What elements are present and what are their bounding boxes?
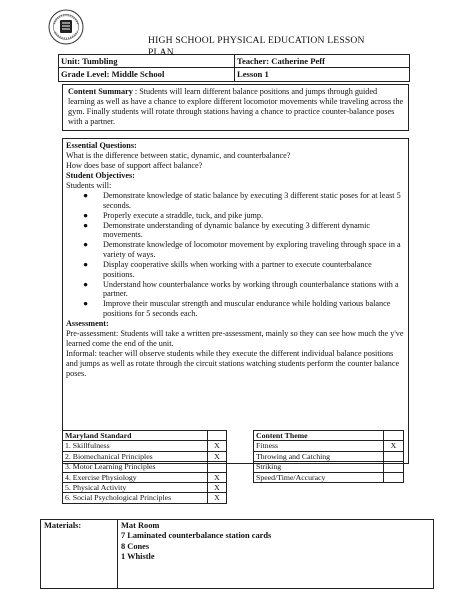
content-summary bbox=[68, 87, 405, 127]
school-seal-icon bbox=[48, 9, 84, 45]
check-mark bbox=[208, 462, 227, 472]
maryland-standard-table bbox=[62, 430, 227, 504]
teacher-cell: Teacher: Catherine Peff bbox=[235, 55, 410, 68]
objectives-intro: Students will: bbox=[66, 181, 112, 190]
list-item: 1 Whistle bbox=[121, 551, 155, 561]
list-item: 7 Laminated counterbalance station cards bbox=[121, 531, 272, 541]
table-row: 2. Biomechanical Principles X bbox=[63, 451, 227, 461]
check-mark bbox=[384, 451, 404, 461]
check-mark: X bbox=[208, 482, 227, 492]
standard-check-header bbox=[208, 431, 227, 441]
student-objectives-heading: Student Objectives: bbox=[66, 171, 135, 180]
bullet-icon: ● bbox=[83, 259, 89, 269]
theme-check-header bbox=[384, 431, 404, 441]
maryland-standard-header: Maryland Standard bbox=[63, 431, 208, 441]
content-summary-box bbox=[62, 84, 409, 131]
essential-question: What is the difference between static, dynamic, and counterbalance? bbox=[66, 151, 291, 160]
bullet-icon: ● bbox=[83, 299, 89, 309]
list-item: ● Demonstrate knowledge of locomotor movement by exploring traveling through space in a variety of ways. bbox=[83, 240, 401, 260]
table-row: 4. Exercise Physiology X bbox=[63, 472, 227, 482]
content-summary-text: : Students will learn different balance positions and jumps through guided learning as well as have a chance to explore different locomotor movements while traveling across the gym. Finally students will rotate through stations having a chance to practice counter-balance poses with a partner. bbox=[68, 87, 404, 127]
lesson-header-table bbox=[58, 54, 410, 82]
grade-level-cell: Grade Level: Middle School bbox=[59, 68, 235, 81]
essential-questions-heading: Essential Questions: bbox=[66, 141, 137, 150]
lesson-details-box bbox=[62, 138, 409, 464]
list-item: ● Demonstrate understanding of dynamic balance by executing 3 different dynamic movements. bbox=[83, 220, 370, 240]
table-row: 3. Motor Learning Principles bbox=[63, 462, 227, 472]
pre-assessment-text: Pre-assessment: Students will take a written pre-assessment, mainly so they can see how much the y've learned come the end of the unit. bbox=[66, 328, 404, 348]
table-row: Fitness X bbox=[254, 441, 404, 451]
check-mark: X bbox=[208, 493, 227, 503]
table-row: 5. Physical Activity X bbox=[63, 482, 227, 492]
list-item: ● Improve their muscular strength and muscular endurance while holding various balance positions for 5 seconds each. bbox=[83, 299, 391, 319]
content-summary-label: Content Summary bbox=[68, 87, 133, 96]
objectives-list bbox=[66, 191, 405, 319]
list-item: ● Understand how counterbalance works by working through counterbalance stations with a partner. bbox=[83, 279, 399, 299]
materials-label: Materials: bbox=[41, 520, 118, 589]
lesson-number-cell: Lesson 1 bbox=[235, 68, 410, 81]
table-row: 1. Skillfulness X bbox=[63, 441, 227, 451]
content-theme-header: Content Theme bbox=[254, 431, 384, 441]
table-row: Throwing and Catching bbox=[254, 451, 404, 461]
table-row: Striking bbox=[254, 462, 404, 472]
check-mark: X bbox=[208, 441, 227, 451]
list-item: ● Display cooperative skills when working with a partner to execute counterbalance positions. bbox=[83, 259, 372, 279]
materials-table bbox=[40, 519, 434, 589]
list-item: Mat Room bbox=[121, 521, 160, 530]
essential-question: How does base of support affect balance? bbox=[66, 161, 203, 170]
check-mark bbox=[384, 472, 404, 482]
page-title: HIGH SCHOOL PHYSICAL EDUCATION LESSON PLAN bbox=[148, 35, 365, 58]
assessment-heading: Assessment: bbox=[66, 318, 109, 328]
check-mark: X bbox=[208, 472, 227, 482]
list-item: 8 Cones bbox=[121, 541, 150, 551]
bullet-icon: ● bbox=[83, 240, 89, 250]
bullet-icon: ● bbox=[83, 210, 89, 220]
bullet-icon: ● bbox=[83, 279, 89, 289]
bullet-icon: ● bbox=[83, 220, 89, 230]
check-mark bbox=[384, 462, 404, 472]
check-mark: X bbox=[208, 451, 227, 461]
table-row: 6. Social Psychological Principles X bbox=[63, 493, 227, 503]
table-row: Speed/Time/Accuracy bbox=[254, 472, 404, 482]
materials-list bbox=[118, 520, 434, 589]
list-item: ● Demonstrate knowledge of static balance by executing 3 different static poses for at least 5 seconds. bbox=[83, 191, 401, 210]
bullet-icon: ● bbox=[83, 191, 89, 200]
check-mark: X bbox=[384, 441, 404, 451]
list-item: ● Properly execute a straddle, tuck, and pike jump. bbox=[83, 210, 264, 220]
informal-assessment-text: Informal: teacher will observe students while they execute the different individual balance positions and jumps as well as rotate through the circuit stations watching students perform the counter balance poses. bbox=[66, 348, 400, 378]
unit-cell: Unit: Tumbling bbox=[59, 55, 235, 68]
content-theme-table bbox=[253, 430, 404, 483]
